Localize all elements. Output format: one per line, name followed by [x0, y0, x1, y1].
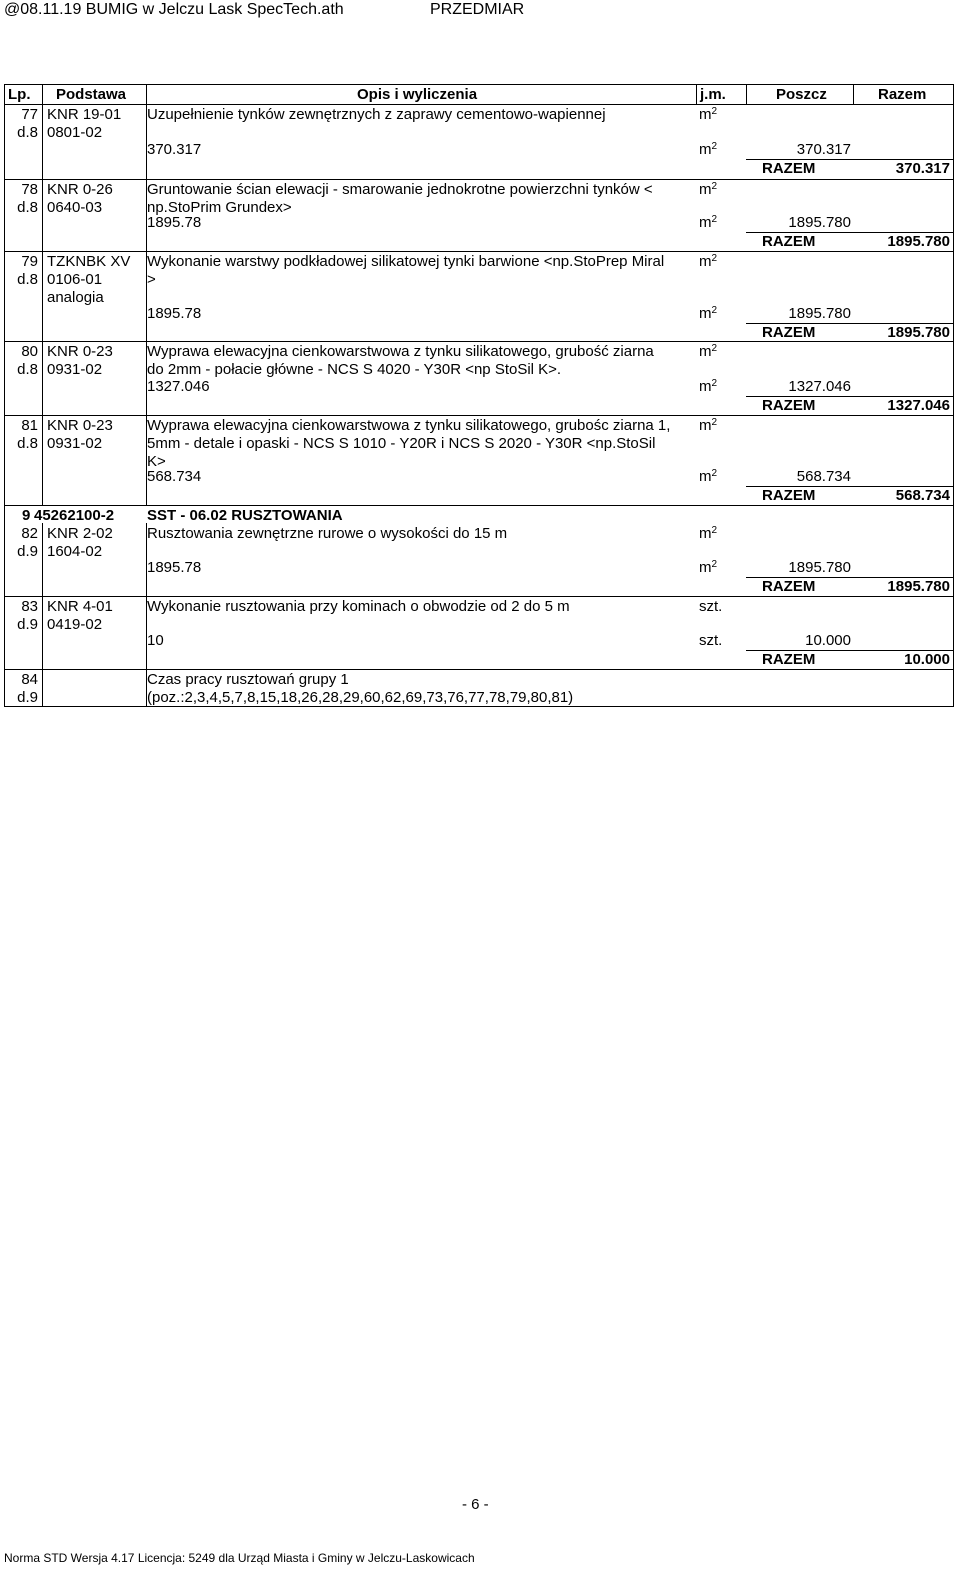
unit-m: m — [699, 378, 712, 395]
item-unit — [699, 343, 717, 361]
col-header-lp: Lp. — [8, 86, 31, 103]
item-unit — [699, 106, 717, 124]
item-lp: 77 — [21, 106, 38, 123]
unit-exponent: 2 — [711, 343, 718, 354]
item-podstawa-code: KNR 19-01 — [47, 106, 122, 123]
page-number: - 6 - — [462, 1496, 489, 1513]
item-subtotal: 370.317 — [796, 141, 851, 158]
section-title: SST - 06.02 RUSZTOWANIA — [147, 507, 343, 524]
item-calculation: 370.317 — [147, 141, 202, 158]
column-line — [42, 669, 43, 706]
unit-m: m — [699, 417, 712, 434]
column-line — [746, 84, 747, 104]
item-description-line: Wyprawa elewacyjna cienkowarstwowa z tynku silikatowego, grubośc ziarna 1, — [147, 417, 671, 434]
unit-exponent: 2 — [711, 141, 718, 152]
item-calculation: 1895.78 — [147, 559, 202, 576]
item-subtotal: 1895.780 — [788, 559, 851, 576]
item-total: 370.317 — [895, 160, 950, 177]
item-unit — [699, 253, 717, 271]
item-unit — [699, 181, 717, 199]
unit-m: m — [699, 468, 712, 485]
item-unit — [699, 525, 717, 543]
item-total: 10.000 — [904, 651, 950, 668]
column-line — [853, 84, 854, 104]
item-lp: 82 — [21, 525, 38, 542]
item-podstawa-note: analogia — [47, 289, 104, 306]
unit-exponent: 2 — [711, 468, 718, 479]
item-podstawa-code: KNR 0-23 — [47, 417, 113, 434]
page-header — [0, 0, 960, 30]
column-line — [146, 104, 147, 179]
unit-exponent: 2 — [711, 559, 718, 570]
column-line — [953, 669, 954, 706]
item-podstawa-number: 0106-01 — [47, 271, 103, 288]
calc-unit — [699, 214, 717, 232]
razem-label: RAZEM — [762, 651, 816, 668]
col-header-jm: j.m. — [700, 86, 726, 103]
item-description-line: K> — [147, 453, 166, 470]
unit-m: m — [699, 525, 712, 542]
item-subtotal: 1895.780 — [788, 305, 851, 322]
calc-unit: szt. — [699, 632, 723, 649]
unit-exponent: 2 — [711, 106, 718, 117]
column-line — [953, 596, 954, 669]
item-lp: 80 — [21, 343, 38, 360]
unit-exponent: 2 — [711, 214, 718, 225]
column-line — [42, 179, 43, 251]
item-calculation: 568.734 — [147, 468, 202, 485]
col-header-razem: Razem — [878, 86, 927, 103]
column-line — [4, 179, 5, 251]
document-type: PRZEDMIAR — [430, 1, 525, 18]
item-podstawa-number: 0801-02 — [47, 124, 103, 141]
column-line — [696, 84, 697, 104]
item-description-line: do 2mm - połacie główne - NCS S 4020 - Y30R <np StoSil K>. — [147, 361, 562, 378]
item-calculation: 1895.78 — [147, 214, 202, 231]
item-lp: 79 — [21, 253, 38, 270]
column-line — [4, 415, 5, 505]
item-podstawa-code: KNR 4-01 — [47, 598, 113, 615]
column-line — [953, 505, 954, 523]
column-line — [953, 251, 954, 341]
razem-label: RAZEM — [762, 487, 816, 504]
calc-unit — [699, 468, 717, 486]
item-description-line: Rusztowania zewnętrzne rurowe o wysokości do 15 m — [147, 525, 508, 542]
col-header-poszcz: Poszcz — [776, 86, 827, 103]
item-description-line: Wykonanie rusztowania przy kominach o obwodzie od 2 do 5 m — [147, 598, 570, 615]
unit-exponent: 2 — [711, 378, 718, 389]
unit-m: m — [699, 343, 712, 360]
item-podstawa-code: KNR 0-26 — [47, 181, 113, 198]
item-description-line: Gruntowanie ścian elewacji - smarowanie jednokrotne powierzchni tynków < — [147, 181, 653, 198]
column-line — [42, 104, 43, 179]
item-description-line: Uzupełnienie tynków zewnętrznych z zaprawy cementowo-wapiennej — [147, 106, 606, 123]
column-line — [146, 179, 147, 251]
unit-exponent: 2 — [711, 417, 718, 428]
item-chapter: d.9 — [17, 616, 38, 633]
column-line — [4, 596, 5, 669]
unit-m: m — [699, 559, 712, 576]
item-calculation: 10 — [147, 632, 164, 649]
col-header-podstawa: Podstawa — [56, 86, 127, 103]
column-line — [42, 415, 43, 505]
column-line — [42, 341, 43, 415]
item-podstawa-number: 0931-02 — [47, 361, 103, 378]
column-line — [4, 505, 5, 523]
column-line — [146, 596, 147, 669]
item-chapter: d.9 — [17, 689, 38, 706]
unit-m: m — [699, 253, 712, 270]
item-description-line: Wykonanie warstwy podkładowej silikatowej tynki barwione <np.StoPrep Miral — [147, 253, 665, 270]
column-line — [146, 251, 147, 341]
column-line — [42, 84, 43, 104]
item-description-line: np.StoPrim Grundex> — [147, 199, 292, 216]
unit-m: m — [699, 181, 712, 198]
column-line — [953, 179, 954, 251]
rule-line — [4, 505, 954, 506]
col-header-opis: Opis i wyliczenia — [357, 86, 478, 103]
unit-exponent: 2 — [711, 253, 718, 264]
calc-unit — [699, 141, 717, 159]
column-line — [146, 669, 147, 706]
item-lp: 83 — [21, 598, 38, 615]
razem-label: RAZEM — [762, 233, 816, 250]
column-line — [953, 84, 954, 104]
column-line — [4, 523, 5, 596]
item-description-line: (poz.:2,3,4,5,7,8,15,18,26,28,29,60,62,69,73,76,77,78,79,80,81) — [147, 689, 574, 706]
item-podstawa-number: 0419-02 — [47, 616, 103, 633]
column-line — [42, 596, 43, 669]
item-description-line: 5mm - detale i opaski - NCS S 1010 - Y20R i NCS S 2020 - Y30R <np.StoSil — [147, 435, 656, 452]
item-total: 1327.046 — [887, 397, 950, 414]
item-lp: 81 — [21, 417, 38, 434]
item-chapter: d.8 — [17, 361, 38, 378]
column-line — [146, 84, 147, 104]
item-subtotal: 568.734 — [796, 468, 851, 485]
column-line — [42, 251, 43, 341]
unit-m: m — [699, 214, 712, 231]
item-lp: 78 — [21, 181, 38, 198]
item-description-line: Czas pracy rusztowań grupy 1 — [147, 671, 349, 688]
column-line — [146, 523, 147, 596]
column-line — [146, 415, 147, 505]
razem-label: RAZEM — [762, 397, 816, 414]
item-chapter: d.8 — [17, 124, 38, 141]
razem-label: RAZEM — [762, 578, 816, 595]
item-subtotal: 10.000 — [805, 632, 851, 649]
column-line — [953, 104, 954, 179]
rule-line — [4, 706, 954, 707]
column-line — [42, 523, 43, 596]
item-chapter: d.8 — [17, 271, 38, 288]
unit-exponent: 2 — [711, 305, 718, 316]
item-subtotal: 1895.780 — [788, 214, 851, 231]
item-unit — [699, 417, 717, 435]
item-total: 1895.780 — [887, 233, 950, 250]
item-subtotal: 1327.046 — [788, 378, 851, 395]
document-filename: @08.11.19 BUMIG w Jelczu Lask SpecTech.ath — [4, 1, 344, 18]
item-unit: szt. — [699, 598, 723, 615]
item-podstawa-number: 0640-03 — [47, 199, 103, 216]
column-line — [4, 341, 5, 415]
unit-m: m — [699, 305, 712, 322]
calc-unit — [699, 305, 717, 323]
unit-m: m — [699, 106, 712, 123]
unit-exponent: 2 — [711, 525, 718, 536]
column-line — [4, 84, 5, 104]
item-lp: 84 — [21, 671, 38, 688]
column-line — [4, 669, 5, 706]
item-total: 1895.780 — [887, 324, 950, 341]
item-podstawa-number: 1604-02 — [47, 543, 103, 560]
item-description-line: > — [147, 271, 156, 288]
item-chapter: d.9 — [17, 543, 38, 560]
column-line — [4, 251, 5, 341]
unit-m: m — [699, 141, 712, 158]
column-line — [4, 104, 5, 179]
item-podstawa-code: KNR 0-23 — [47, 343, 113, 360]
section-number: 9 — [22, 507, 31, 524]
column-line — [953, 523, 954, 596]
item-total: 1895.780 — [887, 578, 950, 595]
item-chapter: d.8 — [17, 199, 38, 216]
item-podstawa-code: KNR 2-02 — [47, 525, 113, 542]
unit-exponent: 2 — [711, 181, 718, 192]
item-chapter: d.8 — [17, 435, 38, 452]
item-calculation: 1895.78 — [147, 305, 202, 322]
item-total: 568.734 — [895, 487, 950, 504]
razem-label: RAZEM — [762, 324, 816, 341]
column-line — [953, 341, 954, 415]
section-code: 45262100-2 — [34, 507, 115, 524]
item-podstawa-number: 0931-02 — [47, 435, 103, 452]
column-line — [146, 341, 147, 415]
calc-unit — [699, 378, 717, 396]
calc-unit — [699, 559, 717, 577]
razem-label: RAZEM — [762, 160, 816, 177]
item-calculation: 1327.046 — [147, 378, 210, 395]
column-line — [953, 415, 954, 505]
item-podstawa-code: TZKNBK XV — [47, 253, 131, 270]
footer-license: Norma STD Wersja 4.17 Licencja: 5249 dla Urząd Miasta i Gminy w Jelczu-Laskowicach — [4, 1551, 475, 1565]
item-description-line: Wyprawa elewacyjna cienkowarstwowa z tynku silikatowego, grubość ziarna — [147, 343, 654, 360]
